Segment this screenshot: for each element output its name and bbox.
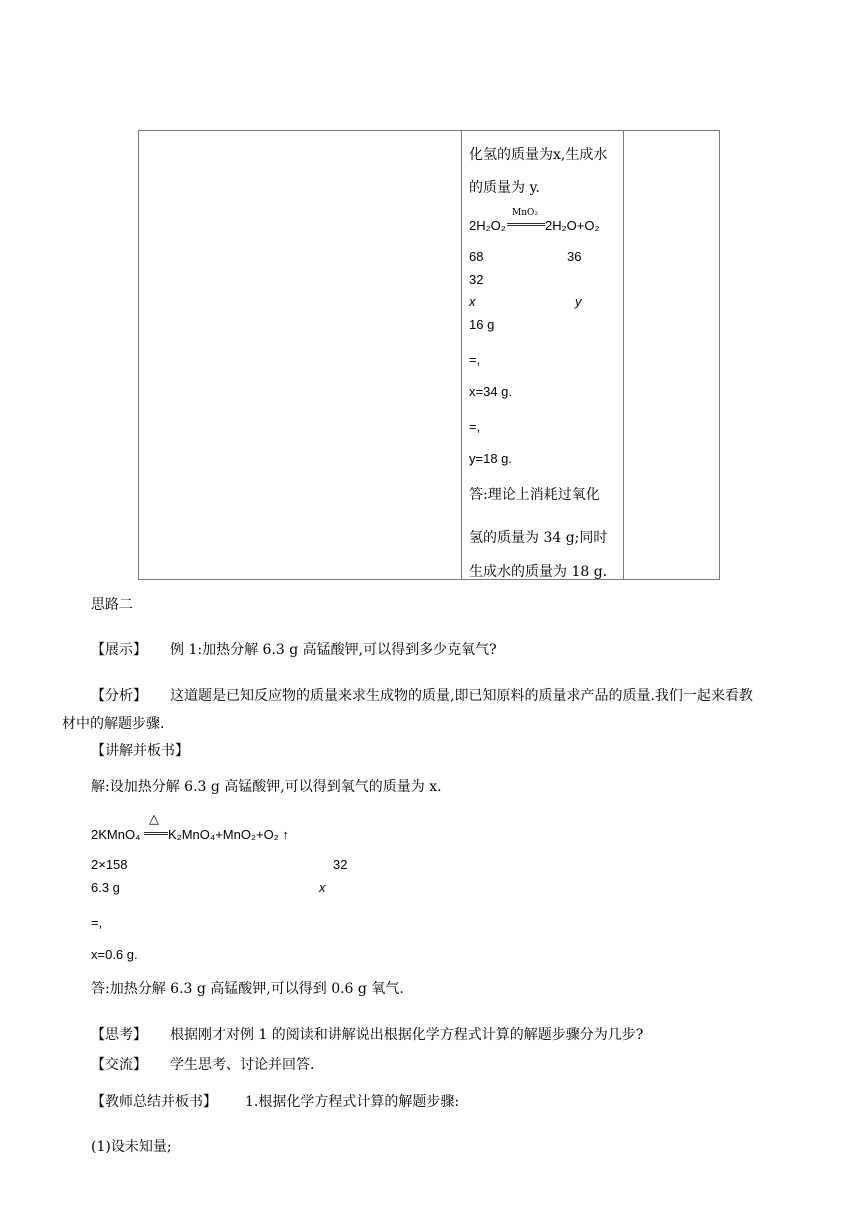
table-cell-line-1: 化氢的质量为x,生成水: [469, 147, 608, 163]
heat-symbol: △: [149, 812, 159, 827]
answer-line-3: 生成水的质量为 18 g.: [469, 564, 608, 580]
table-divider-left: [461, 131, 462, 579]
var2-x: x: [319, 880, 326, 895]
section-heading: 思路二: [91, 597, 133, 613]
explain-tag: 【讲解并板书】: [91, 743, 189, 759]
table-cell-line-2: 的质量为 y.: [469, 180, 540, 196]
catalyst-label: MnO₂: [512, 208, 538, 218]
analysis-tag: 【分析】: [91, 688, 147, 704]
think-text: 根据刚才对例 1 的阅读和讲解说出根据化学方程式计算的解题步骤分为几步?: [170, 1027, 644, 1043]
think-tag: 【思考】: [91, 1027, 147, 1043]
result-y: y=18 g.: [469, 451, 513, 466]
given-mass: 16 g: [469, 317, 495, 332]
show-text: 例 1:加热分解 6.3 g 高锰酸钾,可以得到多少克氧气?: [170, 642, 497, 658]
mass2-right: 32: [333, 857, 348, 872]
equation2-left: 2KMnO₄: [91, 827, 141, 842]
answer-line-1: 答:理论上消耗过氧化: [469, 487, 600, 503]
summary-text: 1.根据化学方程式计算的解题步骤:: [245, 1094, 460, 1110]
exchange-text: 学生思考、讨论并回答.: [170, 1057, 315, 1073]
ratio-1: =,: [469, 352, 481, 367]
answer2: 答:加热分解 6.3 g 高锰酸钾,可以得到 0.6 g 氧气.: [91, 981, 404, 997]
solution-line: 解:设加热分解 6.3 g 高锰酸钾,可以得到氧气的质量为 x.: [91, 779, 442, 795]
var-x: x: [469, 294, 476, 309]
equation-equals-bar: [507, 223, 545, 226]
table-divider-right: [623, 131, 624, 579]
mass-36: 36: [567, 249, 582, 264]
result2: x=0.6 g.: [91, 947, 138, 962]
answer-line-2: 氢的质量为 34 g;同时: [469, 530, 608, 546]
given2-mass: 6.3 g: [91, 880, 120, 895]
ratio-3: =,: [91, 915, 103, 930]
step-1: (1)设未知量;: [91, 1139, 172, 1155]
mass-68: 68: [469, 249, 484, 264]
var-y: y: [575, 294, 582, 309]
equation2-equals-bar: [144, 832, 168, 835]
equation-left: 2H₂O₂: [469, 218, 506, 233]
summary-tag: 【教师总结并板书】: [91, 1094, 217, 1110]
mass2-left: 2×158: [91, 857, 128, 872]
result-x: x=34 g.: [469, 384, 513, 399]
exchange-tag: 【交流】: [91, 1057, 147, 1073]
equation2-right: K₂MnO₄+MnO₂+O₂ ↑: [168, 827, 289, 842]
mass-32: 32: [469, 272, 484, 287]
show-tag: 【展示】: [91, 642, 147, 658]
analysis-text-1: 这道题是已知反应物的质量来求生成物的质量,即已知原料的质量求产品的质量.我们一起来看教: [170, 688, 753, 704]
ratio-2: =,: [469, 419, 481, 434]
equation-right: 2H₂O+O₂: [545, 218, 600, 233]
analysis-text-2: 材中的解题步骤.: [62, 716, 165, 732]
solution-table: [138, 130, 720, 580]
